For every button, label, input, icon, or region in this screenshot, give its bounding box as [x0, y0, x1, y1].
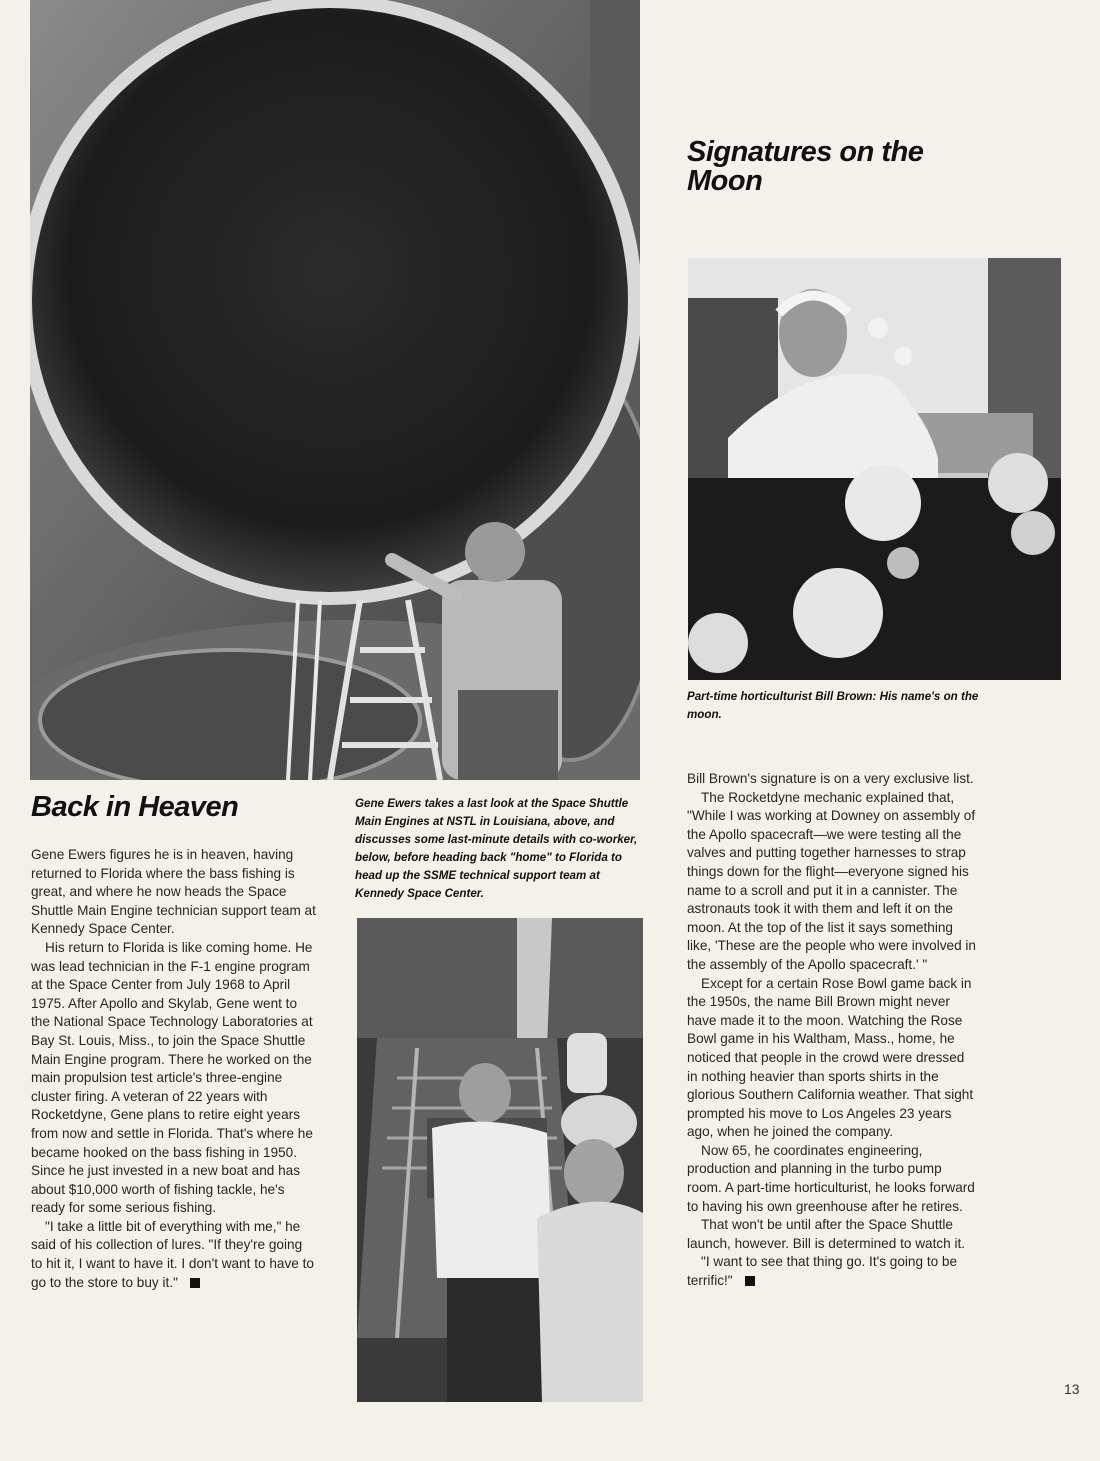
right-story-paragraph: The Rocketdyne mechanic explained that, "While I was working at Downey on assembly of the Apollo spacecraft—we were testing all the valves and putting together harnesses to strap things down for the flight—everyone signed his name to a scroll and put it in a cannister. The astronauts took it with them and left it on the moon. At the top of the list it says something like, 'These are the people who were involved in the assembly of the Apollo spacecraft.' " [687, 789, 976, 972]
right-story-paragraph: Except for a certain Rose Bowl game back in the 1950s, the name Bill Brown might never have made it to the moon. Watching the Rose Bowl game in his Waltham, Mass., home, he noticed that people in the crowd were dressed in nothing heavier than sports shirts in the glorious Southern California weather. That sight prompted his move to Los Angeles 23 years ago, when he joined the company. [687, 975, 974, 1140]
page-number: 13 [1064, 1381, 1080, 1397]
right-story-paragraph-text: "I want to see that thing go. It's going to be terrific!" [687, 1254, 958, 1289]
right-story-paragraph: That won't be until after the Space Shuttle launch, however. Bill is determined to watch it. [687, 1217, 966, 1251]
right-story-paragraph: Bill Brown's signature is on a very exclusive list. [687, 771, 974, 786]
left-story-paragraph [31, 1218, 317, 1292]
right-story-body [687, 770, 977, 1291]
end-of-story-mark [190, 1278, 200, 1288]
left-story-paragraph: Gene Ewers figures he is in heaven, having returned to Florida where the bass fishing is great, and where he now heads the Space Shuttle Main Engine technician support team at Kennedy Space Center. [31, 847, 316, 937]
technicians-photo [357, 918, 643, 1402]
bill-brown-roses-photo [688, 258, 1061, 680]
right-story-paragraph [687, 1253, 977, 1290]
middle-photo-caption: Gene Ewers takes a last look at the Space Shuttle Main Engines at NSTL in Louisiana, above, and discusses some last-minute details with co-worker, below, before heading back "home" to Florida to head up the SSME technical support team at Kennedy Space Center. [355, 797, 638, 900]
left-story-paragraph: His return to Florida is like coming home. He was lead technician in the F-1 engine program at the Space Center from July 1968 to April 1975. After Apollo and Skylab, Gene went to the National Space Technology Laboratories at Bay St. Louis, Miss., to join the Space Shuttle Main Engine program. There he worked on the main propulsion test article's three-engine cluster firing. A veteran of 22 years with Rocketdyne, Gene plans to retire eight years from now and settle in Florida. That's where he became hooked on the bass fishing in 1950. Since he just invested in a new boat and has about $10,000 worth of fishing tackle, he's ready for some serious fishing. [31, 939, 313, 1216]
left-story-body [31, 846, 317, 1292]
right-story-paragraph: Now 65, he coordinates engineering, production and planning in the turbo pump room. A part-time horticulturist, he looks forward to having his own greenhouse after he retires. [687, 1142, 975, 1214]
left-story-headline: Back in Heaven [31, 791, 239, 823]
engine-nozzle-photo [30, 0, 640, 780]
left-story-paragraph-text: "I take a little bit of everything with me," he said of his collection of lures. "If they're going to hit it, I want to have it. I don't want to have to go to the store to buy it." [31, 1218, 314, 1290]
right-story-headline: Signatures on the Moon [687, 136, 924, 197]
bill-brown-photo-caption: Part-time horticulturist Bill Brown: His name's on the moon. [687, 690, 979, 721]
end-of-story-mark [745, 1276, 755, 1286]
